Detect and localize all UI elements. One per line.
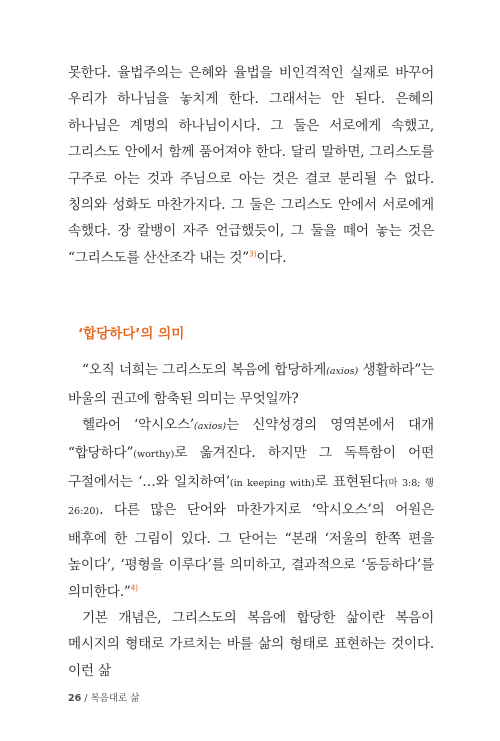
p2-text-d: 로 표현된다: [314, 473, 385, 490]
page-body: [68, 60, 434, 684]
book-title: 복음대로 삶: [90, 693, 140, 704]
p2-term: (axios): [194, 421, 227, 433]
p2-text-c: 로 옮겨진다. 하지만 그 독특함이 어떤 구절에서는 ‘…와 일치하여’: [68, 445, 434, 490]
p1-text-a: “오직 너희는 그리스도의 복음에 합당하게: [82, 362, 327, 379]
section-heading: ‘합당하다’의 의미: [78, 326, 185, 343]
p2-scripture-ref: (마 3:8; 행 26:20): [68, 477, 434, 518]
p1-term: (axios): [326, 366, 359, 378]
intro-end: 이다.: [256, 249, 287, 266]
p2-text-a: 헬라어 ‘악시오스’: [82, 417, 195, 434]
paragraph-3: [68, 605, 434, 684]
intro-text: 못한다. 율법주의는 은혜와 율법을 비인격적인 실재로 바꾸어 우리가 하나님을 놓치게 한다. 그래서는 안 된다. 은혜의 하나님은 계명의 하나님이시다. 그 둘은 서로에게 속했고, 그리스도 안에서 함께 품어져야 한다. 달리 말하면, 그리스도를 구주로 아는 것과 주님으로 아는 것은 결코 분리될 수 없다. 칭의와 성화도 마찬가지다. 그 둘은 그리스도 안에서 서로에게 속했다. 장 칼뱅이 자주 언급했듯이, 그 둘을 떼어 놓는 것은 “그리스도를 산산조각 내는 것”: [68, 65, 434, 266]
footer-separator: /: [84, 693, 88, 704]
p2-text-b: 는 신약성경의 영역본에서 대개 “합당하다”: [68, 417, 434, 462]
page-number: 26: [68, 693, 82, 704]
page-footer: [68, 690, 139, 704]
footnote-ref-4[interactable]: 4): [130, 582, 138, 592]
p2-keeping: (in keeping with): [229, 477, 315, 489]
paragraph-2: [68, 412, 434, 605]
p1-text-b: 생활하라”는 바울의 권고에 함축된 의미는 무엇일까?: [68, 362, 434, 407]
p2-worthy: (worthy): [133, 449, 175, 461]
p2-text-e: . 다른 많은 단어와 마찬가지로 ‘악시오스’의 어원은 배후에 한 그림이 있다. 그 단어는 “본래 ‘저울의 한쪽 편을 높이다’, ‘평형을 이루다’를 의미하고, 결과적으로 ‘동등하다’를 의미한다.”: [68, 502, 434, 600]
footnote-ref-3[interactable]: 3): [249, 249, 257, 259]
p3-text: 기본 개념은, 그리스도의 복음에 합당한 삶이란 복음이 메시지의 형태로 가르치는 바를 삶의 형태로 표현하는 것이다. 이런 삶: [68, 609, 434, 679]
intro-paragraph: [68, 60, 434, 271]
paragraph-1: [68, 357, 434, 412]
